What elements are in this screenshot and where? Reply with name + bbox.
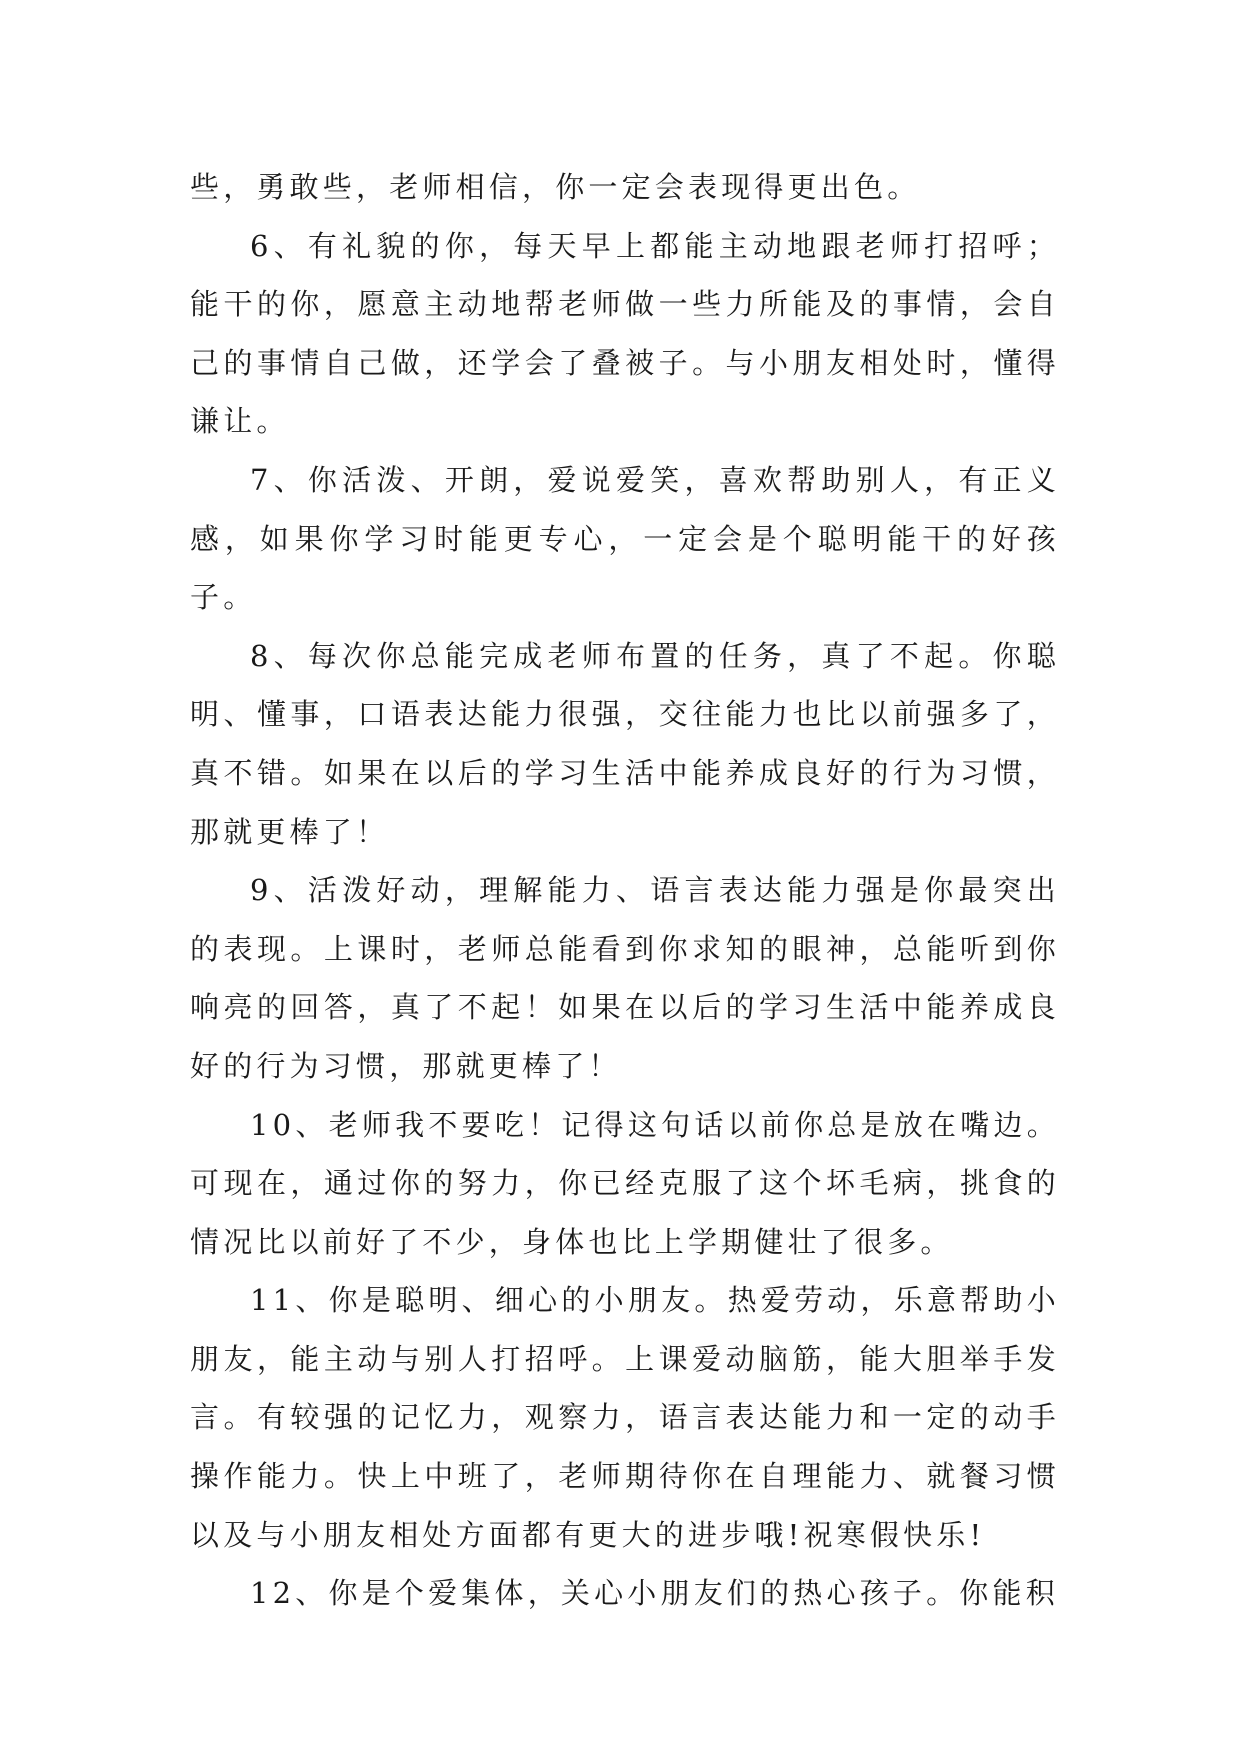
paragraph-comment-9: 9、活泼好动，理解能力、语言表达能力强是你最突出的表现。上课时，老师总能看到你求知的眼神，总能听到你响亮的回答，真了不起！如果在以后的学习生活中能养成良好的行为习惯，那就更棒了！ xyxy=(190,873,1060,1083)
paragraph-comment-11: 11、你是聪明、细心的小朋友。热爱劳动，乐意帮助小朋友，能主动与别人打招呼。上课爱动脑筋，能大胆举手发言。有较强的记忆力，观察力，语言表达能力和一定的动手操作能力。快上中班了，老师期待你在自理能力、就餐习惯以及与小朋友相处方面都有更大的进步哦!祝寒假快乐! xyxy=(190,1283,1060,1552)
paragraph-continuation: 些，勇敢些，老师相信，你一定会表现得更出色。 xyxy=(190,170,921,204)
paragraph-comment-6: 6、有礼貌的你，每天早上都能主动地跟老师打招呼；能干的你，愿意主动地帮老师做一些力所能及的事情，会自己的事情自己做，还学会了叠被子。与小朋友相处时，懂得谦让。 xyxy=(190,228,1060,439)
paragraph-comment-7: 7、你活泼、开朗，爱说爱笑，喜欢帮助别人，有正义感，如果你学习时能更专心，一定会是个聪明能干的好孩子。 xyxy=(190,462,1060,615)
paragraph-comment-8: 8、每次你总能完成老师布置的任务，真了不起。你聪明、懂事，口语表达能力很强，交往能力也比以前强多了，真不错。如果在以后的学习生活中能养成良好的行为习惯，那就更棒了！ xyxy=(190,638,1060,849)
paragraph-comment-10: 10、老师我不要吃！记得这句话以前你总是放在嘴边。可现在，通过你的努力，你已经克服了这个坏毛病，挑食的情况比以前好了不少，身体也比上学期健壮了很多。 xyxy=(190,1107,1060,1259)
paragraph-comment-12: 12、你是个爱集体，关心小朋友们的热心孩子。你能积 xyxy=(250,1576,1059,1611)
document-body xyxy=(190,158,1060,1623)
